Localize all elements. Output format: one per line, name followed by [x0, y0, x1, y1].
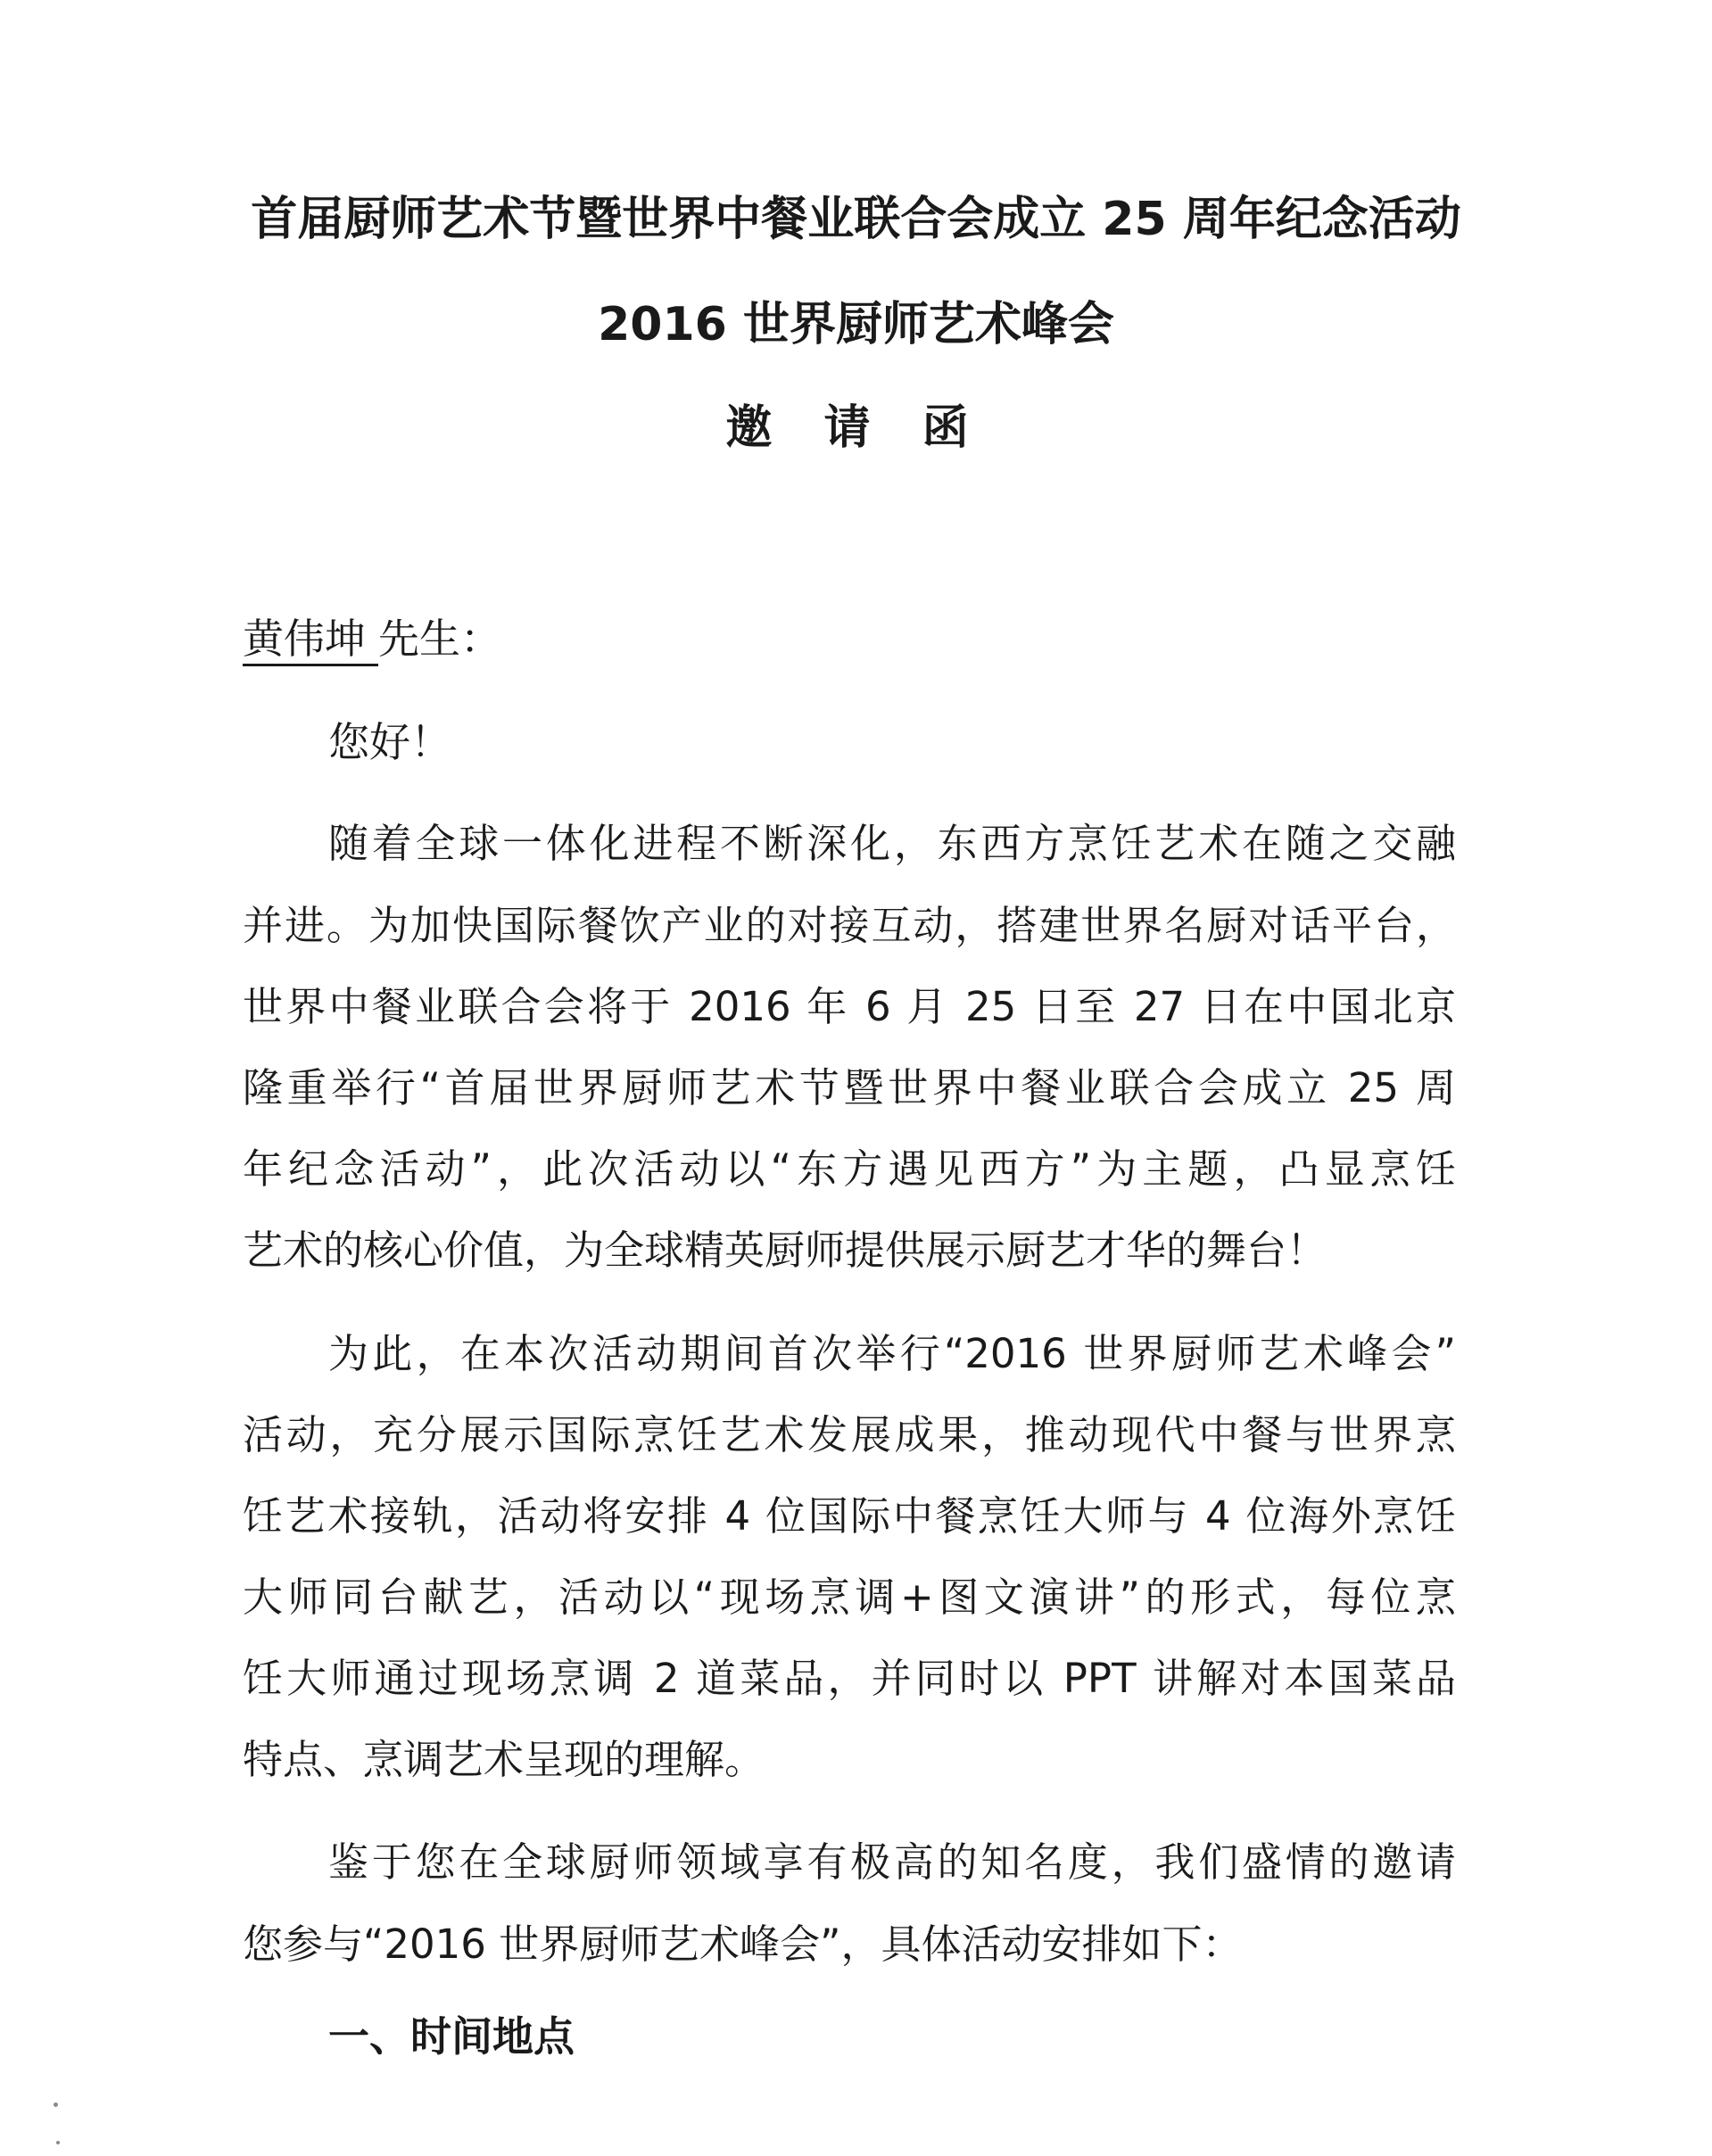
salutation-suffix: 先生： [378, 615, 501, 663]
greeting-hello: 您好！ [328, 718, 451, 766]
paragraph-3-line-1: 鉴于您在全球厨师领域享有极高的知名度，我们盛情的邀请 [328, 1838, 1456, 1886]
paragraph-1-line-1: 随着全球一体化进程不断深化，东西方烹饪艺术在随之交融 [328, 820, 1456, 867]
scan-speck [56, 2141, 60, 2144]
paragraph-2-line-2: 活动，充分展示国际烹饪艺术发展成果，推动现代中餐与世界烹 [243, 1411, 1456, 1458]
paragraph-1-line-6: 艺术的核心价值，为全球精英厨师提供展示厨艺才华的舞台！ [243, 1227, 1327, 1274]
document-title-line-2: 2016 世界厨师艺术峰会 [598, 298, 1114, 351]
paragraph-2-line-5: 饪大师通过现场烹调 2 道菜品，并同时以 PPT 讲解对本国菜品 [243, 1655, 1456, 1702]
paragraph-1-line-5: 年纪念活动”，此次活动以“东方遇见西方”为主题，凸显烹饪 [243, 1145, 1456, 1193]
paragraph-2-line-6: 特点、烹调艺术呈现的理解。 [243, 1736, 765, 1783]
salutation [243, 614, 501, 666]
document-title-invitation: 邀 请 函 [725, 401, 987, 455]
paragraph-2-line-3: 饪艺术接轨，活动将安排 4 位国际中餐烹饪大师与 4 位海外烹饪 [243, 1492, 1456, 1540]
recipient-name: 黄伟坤 [243, 614, 378, 666]
paragraph-2-line-4: 大师同台献艺，活动以“现场烹调+图文演讲”的形式，每位烹 [243, 1574, 1456, 1621]
paragraph-1-line-2: 并进。为加快国际餐饮产业的对接互动，搭建世界名厨对话平台， [243, 902, 1456, 949]
paragraph-1-line-4: 隆重举行“首届世界厨师艺术节暨世界中餐业联合会成立 25 周 [243, 1064, 1456, 1111]
section-heading-time-place: 一、时间地点 [328, 2012, 575, 2061]
paragraph-1-line-3: 世界中餐业联合会将于 2016 年 6 月 25 日至 27 日在中国北京 [243, 983, 1456, 1030]
scan-speck [54, 2102, 58, 2107]
document-title-line-1: 首届厨师艺术节暨世界中餐业联合会成立 25 周年纪念活动 [251, 193, 1461, 246]
paragraph-3-line-2: 您参与“2016 世界厨师艺术峰会”，具体活动安排如下： [243, 1921, 1243, 1968]
paragraph-2-line-1: 为此，在本次活动期间首次举行“2016 世界厨师艺术峰会” [328, 1330, 1456, 1377]
